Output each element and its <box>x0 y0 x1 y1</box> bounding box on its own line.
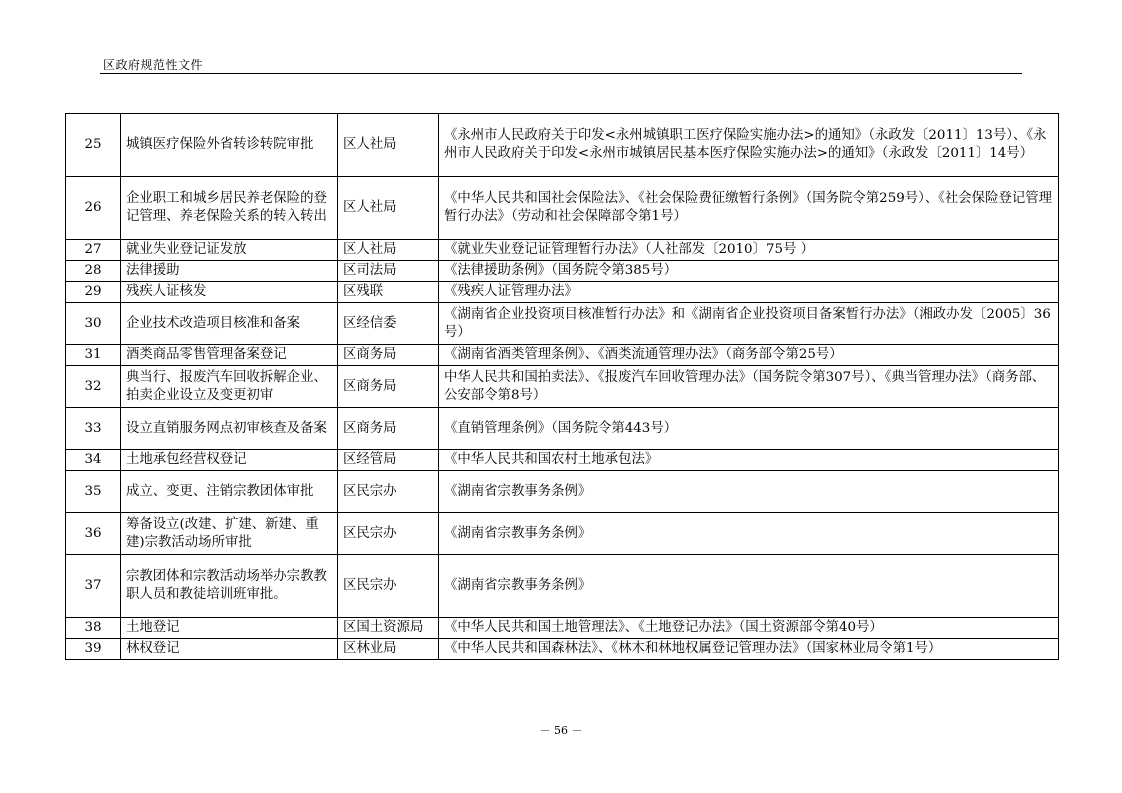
legal-basis-cell: 《残疾人证管理办法》 <box>439 282 1059 303</box>
legal-basis-cell: 《湖南省宗教事务条例》 <box>439 513 1059 555</box>
approval-items-table <box>65 113 1059 660</box>
table-row <box>66 240 1059 261</box>
department-cell: 区民宗办 <box>338 471 439 513</box>
table-row <box>66 114 1059 177</box>
table-row <box>66 345 1059 366</box>
approval-item-cell: 法律援助 <box>121 261 338 282</box>
table-row <box>66 450 1059 471</box>
approval-item-cell: 林权登记 <box>121 639 338 660</box>
table-row <box>66 639 1059 660</box>
department-cell: 区人社局 <box>338 240 439 261</box>
table-row <box>66 366 1059 408</box>
row-number-cell: 33 <box>66 408 121 450</box>
approval-item-cell: 企业职工和城乡居民养老保险的登记管理、养老保险关系的转入转出 <box>121 177 338 240</box>
department-cell: 区残联 <box>338 282 439 303</box>
legal-basis-cell: 《湖南省宗教事务条例》 <box>439 555 1059 618</box>
row-number-cell: 25 <box>66 114 121 177</box>
legal-basis-cell: 《就业失业登记证管理暂行办法》（人社部发〔2010〕75号 ） <box>439 240 1059 261</box>
legal-basis-cell: 《中华人民共和国社会保险法》、《社会保险费征缴暂行条例》（国务院令第259号）、《社会保险登记管理暂行办法》（劳动和社会保障部令第1号） <box>439 177 1059 240</box>
table-body <box>66 114 1059 660</box>
table-row <box>66 303 1059 345</box>
legal-basis-cell: 《湖南省企业投资项目核准暂行办法》和《湖南省企业投资项目备案暂行办法》（湘政办发〔2005〕36号） <box>439 303 1059 345</box>
row-number-cell: 29 <box>66 282 121 303</box>
legal-basis-cell: 《湖南省酒类管理条例》、《酒类流通管理办法》（商务部令第25号） <box>439 345 1059 366</box>
approval-item-cell: 典当行、报废汽车回收拆解企业、拍卖企业设立及变更初审 <box>121 366 338 408</box>
legal-basis-cell: 《中华人民共和国土地管理法》、《土地登记办法》（国土资源部令第40号） <box>439 618 1059 639</box>
approval-item-cell: 城镇医疗保险外省转诊转院审批 <box>121 114 338 177</box>
row-number-cell: 36 <box>66 513 121 555</box>
header-divider <box>100 73 1022 74</box>
table-row <box>66 471 1059 513</box>
table-row <box>66 618 1059 639</box>
document-header: 区政府规范性文件 <box>103 58 204 72</box>
row-number-cell: 37 <box>66 555 121 618</box>
legal-basis-cell: 《湖南省宗教事务条例》 <box>439 471 1059 513</box>
department-cell: 区商务局 <box>338 366 439 408</box>
legal-basis-cell: 《中华人民共和国农村土地承包法》 <box>439 450 1059 471</box>
approval-item-cell: 设立直销服务网点初审核查及备案 <box>121 408 338 450</box>
approval-item-cell: 筹备设立(改建、扩建、新建、重建)宗教活动场所审批 <box>121 513 338 555</box>
approval-item-cell: 企业技术改造项目核准和备案 <box>121 303 338 345</box>
row-number-cell: 35 <box>66 471 121 513</box>
row-number-cell: 30 <box>66 303 121 345</box>
approval-item-cell: 成立、变更、注销宗教团体审批 <box>121 471 338 513</box>
approval-item-cell: 就业失业登记证发放 <box>121 240 338 261</box>
legal-basis-cell: 《法律援助条例》（国务院令第385号） <box>439 261 1059 282</box>
department-cell: 区商务局 <box>338 345 439 366</box>
approval-item-cell: 土地登记 <box>121 618 338 639</box>
row-number-cell: 26 <box>66 177 121 240</box>
row-number-cell: 31 <box>66 345 121 366</box>
department-cell: 区人社局 <box>338 177 439 240</box>
legal-basis-cell: 《直销管理条例》（国务院令第443号） <box>439 408 1059 450</box>
row-number-cell: 27 <box>66 240 121 261</box>
legal-basis-cell: 《永州市人民政府关于印发<永州城镇职工医疗保险实施办法>的通知》（永政发〔2011〕13号）、《永州市人民政府关于印发<永州市城镇居民基本医疗保险实施办法>的通知》（永政发〔2011〕14号） <box>439 114 1059 177</box>
approval-item-cell: 残疾人证核发 <box>121 282 338 303</box>
table-row <box>66 177 1059 240</box>
legal-basis-cell: 中华人民共和国拍卖法》、《报废汽车回收管理办法》（国务院令第307号）、《典当管理办法》（商务部、公安部令第8号） <box>439 366 1059 408</box>
table-row <box>66 261 1059 282</box>
table-row <box>66 282 1059 303</box>
row-number-cell: 34 <box>66 450 121 471</box>
approval-item-cell: 土地承包经营权登记 <box>121 450 338 471</box>
legal-basis-cell: 《中华人民共和国森林法》、《林木和林地权属登记管理办法》（国家林业局令第1号） <box>439 639 1059 660</box>
row-number-cell: 28 <box>66 261 121 282</box>
department-cell: 区商务局 <box>338 408 439 450</box>
department-cell: 区国土资源局 <box>338 618 439 639</box>
table-row <box>66 408 1059 450</box>
department-cell: 区经管局 <box>338 450 439 471</box>
approval-item-cell: 宗教团体和宗教活动场举办宗教教职人员和教徒培训班审批。 <box>121 555 338 618</box>
page-number: － 56 － <box>539 724 583 737</box>
department-cell: 区林业局 <box>338 639 439 660</box>
department-cell: 区司法局 <box>338 261 439 282</box>
approval-item-cell: 酒类商品零售管理备案登记 <box>121 345 338 366</box>
table-row <box>66 555 1059 618</box>
department-cell: 区民宗办 <box>338 513 439 555</box>
department-cell: 区人社局 <box>338 114 439 177</box>
department-cell: 区民宗办 <box>338 555 439 618</box>
row-number-cell: 38 <box>66 618 121 639</box>
row-number-cell: 32 <box>66 366 121 408</box>
department-cell: 区经信委 <box>338 303 439 345</box>
row-number-cell: 39 <box>66 639 121 660</box>
table-row <box>66 513 1059 555</box>
